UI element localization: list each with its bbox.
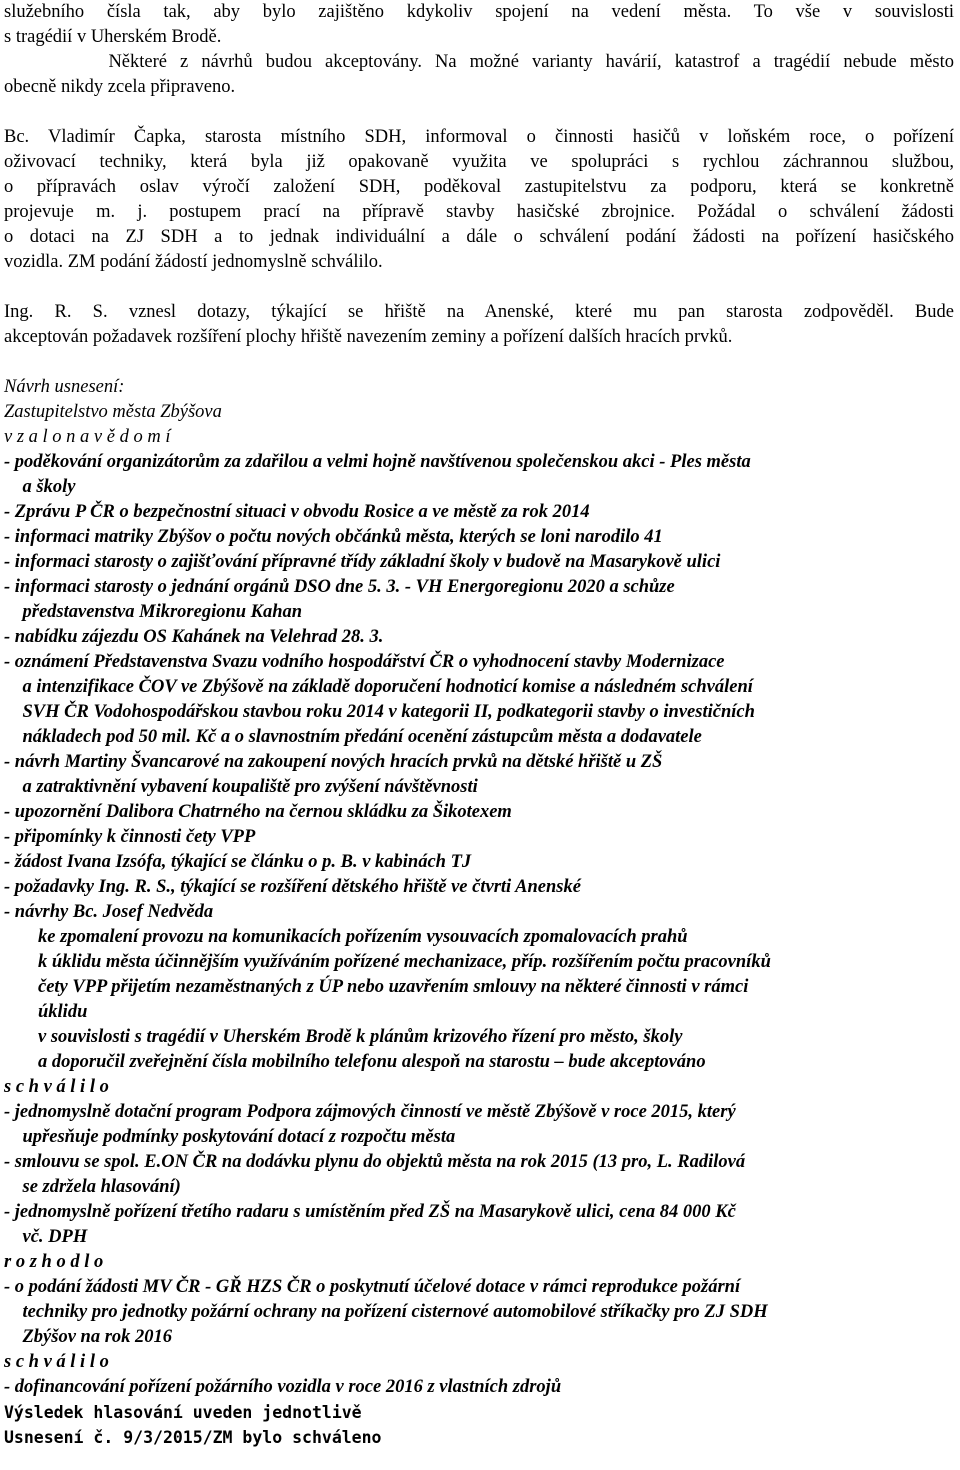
nedved-item: úklidu [38, 1002, 88, 1022]
vzalo-item: - požadavky Ing. R. S., týkající se rozšíření dětského hřiště ve čtvrti Anenské [4, 877, 581, 897]
vzalo-item: a zatraktivnění vybavení koupaliště pro zvýšení návštěvnosti [4, 777, 478, 797]
schvalilo-item: se zdržela hlasování) [4, 1177, 181, 1197]
intro-line: s tragédií v Uherském Brodě. [4, 27, 222, 47]
intro-line: obecně nikdy zcela připraveno. [4, 77, 236, 97]
nedved-item: čety VPP přijetím nezaměstnaných z ÚP nebo uzavřením smlouvy na některé činnosti v rámci [38, 977, 749, 997]
sdh-report-line: vozidla. ZM podání žádostí jednomyslně schválilo. [4, 252, 383, 272]
vzalo-item: SVH ČR Vodohospodářskou stavbou roku 2014 v kategorii II, podkategorii stavby o investičních [4, 702, 755, 722]
sdh-report-line: projevuje m. j. postupem prací na přípravě stavby hasičské zbrojnice. Požádal o schválení žádosti [4, 202, 954, 222]
vzalo-item: nákladech pod 50 mil. Kč a o slavnostním předání ocenění zástupcům města a dodavatele [4, 727, 702, 747]
schvalilo-item: vč. DPH [4, 1227, 88, 1247]
vzalo-item: - upozornění Dalibora Chatrného na černou skládku za Šikotexem [4, 802, 512, 822]
vzalo-item: - žádost Ivana Izsófa, týkající se článku o p. B. v kabinách TJ [4, 852, 472, 872]
sdh-report-line: o dotaci na ZJ SDH a to jednak individuální a dále o schválení podání žádosti na pořízení hasičského [4, 227, 954, 247]
section-vzalo: v z a l o n a v ě d o m í [4, 427, 171, 447]
vzalo-item: - nabídku zájezdu OS Kahánek na Velehrad 28. 3. [4, 627, 384, 647]
rozhodlo-item: - o podání žádosti MV ČR - GŘ HZS ČR o poskytnutí účelové dotace v rámci reprodukce požární [4, 1277, 741, 1297]
section-schvalilo: s c h v á l i l o [4, 1077, 109, 1097]
intro-line: Některé z návrhů budou akceptovány. Na možné varianty havárií, katastrof a tragédií nebude město [4, 52, 954, 72]
nedved-item: k úklidu města účinnějším využíváním pořízené mechanizace, příp. rozšířením počtu pracovníků [38, 952, 771, 972]
vzalo-item: - informaci matriky Zbýšov o počtu nových občánků města, kterých se loni narodilo 41 [4, 527, 663, 547]
vzalo-item: a školy [4, 477, 76, 497]
vzalo-item: - informaci starosty o zajišťování přípravné třídy základní školy v budově na Masarykově ulici [4, 552, 721, 572]
vzalo-item: - poděkování organizátorům za zdařilou a velmi hojně navštívenou společenskou akci - Ples města [4, 452, 751, 472]
sdh-report-line: oživovací techniky, která byla již opakovaně využita ve spolupráci s rychlou záchrannou službou, [4, 152, 954, 172]
schvalilo-2-item: - dofinancování pořízení požárního vozidla v roce 2016 z vlastních zdrojů [4, 1377, 562, 1397]
schvalilo-item: - jednomyslně pořízení třetího radaru s umístěním před ZŠ na Masarykově ulici, cena 84 000 Kč [4, 1202, 736, 1222]
vzalo-item: představenstva Mikroregionu Kahan [4, 602, 303, 622]
sdh-report-line: o přípravách oslav výročí založení SDH, poděkoval zastupitelstvu za podporu, která se konkretně [4, 177, 954, 197]
rozhodlo-item: Zbýšov na rok 2016 [4, 1327, 173, 1347]
intro-line: služebního čísla tak, aby bylo zajištěno kdykoliv spojení na vedení města. To vše v souvislosti [4, 2, 954, 22]
resolution-body: Zastupitelstvo města Zbýšova [4, 402, 222, 422]
section-schvalilo-2: s c h v á l i l o [4, 1352, 109, 1372]
nedved-item: a doporučil zveřejnění čísla mobilního telefonu alespoň na starostu – bude akceptováno [38, 1052, 706, 1072]
schvalilo-item: upřesňuje podmínky poskytování dotací z rozpočtu města [4, 1127, 456, 1147]
vzalo-item: - Zprávu P ČR o bezpečnostní situaci v obvodu Rosice a ve městě za rok 2014 [4, 502, 590, 522]
playground-line: akceptován požadavek rozšíření plochy hřiště navezením zeminy a pořízení dalších hracích prvků. [4, 327, 733, 347]
rozhodlo-item: techniky pro jednotky požární ochrany na pořízení cisternové automobilové stříkačky pro ZJ SDH [4, 1302, 768, 1322]
section-rozhodlo: r o z h o d l o [4, 1252, 104, 1272]
vzalo-item: - připomínky k činnosti čety VPP [4, 827, 256, 847]
nedved-item: ke zpomalení provozu na komunikacích pořízením vysouvacích zpomalovacích prahů [38, 927, 688, 947]
resolution-number: Usnesení č. 9/3/2015/ZM bylo schváleno [4, 1428, 382, 1447]
schvalilo-item: - jednomyslně dotační program Podpora zájmových činností ve městě Zbýšově v roce 2015, který [4, 1102, 736, 1122]
vzalo-item: - návrhy Bc. Josef Nedvěda [4, 902, 214, 922]
vzalo-item: - návrh Martiny Švancarové na zakoupení nových hracích prvků na dětské hřiště u ZŠ [4, 752, 663, 772]
resolution-heading: Návrh usnesení: [4, 377, 125, 397]
vzalo-item: - informaci starosty o jednání orgánů DSO dne 5. 3. - VH Energoregionu 2020 a schůze [4, 577, 675, 597]
vzalo-item: - oznámení Představenstva Svazu vodního hospodářství ČR o vyhodnocení stavby Modernizace [4, 652, 725, 672]
schvalilo-item: - smlouvu se spol. E.ON ČR na dodávku plynu do objektů města na rok 2015 (13 pro, L. Radilová [4, 1152, 746, 1172]
vote-result: Výsledek hlasování uveden jednotlivě [4, 1403, 362, 1422]
nedved-item: v souvislosti s tragédií v Uherském Brodě k plánům krizového řízení pro město, školy [38, 1027, 683, 1047]
playground-line: Ing. R. S. vznesl dotazy, týkající se hřiště na Anenské, které mu pan starosta zodpověděl. Bude [4, 302, 954, 322]
sdh-report-line: Bc. Vladimír Čapka, starosta místního SDH, informoval o činnosti hasičů v loňském roce, o pořízení [4, 127, 954, 147]
vzalo-item: a intenzifikace ČOV ve Zbýšově na základě doporučení hodnoticí komise a následném schválení [4, 677, 753, 697]
